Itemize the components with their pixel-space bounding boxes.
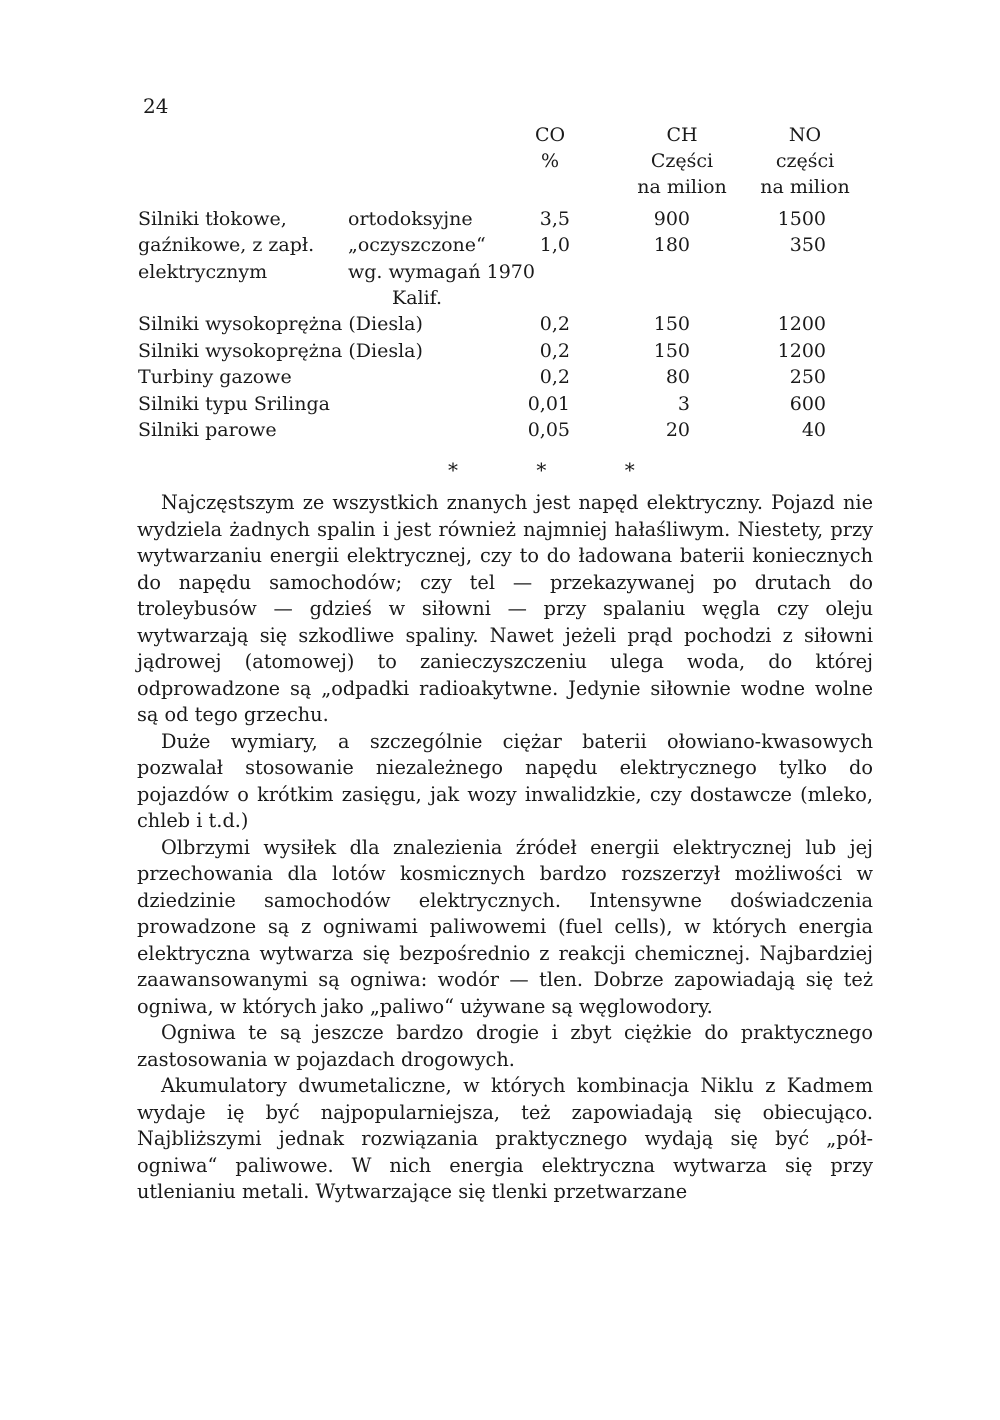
ch-value: 150	[653, 313, 690, 335]
co-value: 0,01	[527, 393, 570, 415]
row-sublabel: Kalif.	[392, 287, 443, 309]
co-value: 0,05	[527, 419, 570, 441]
table-row	[0, 232, 1000, 258]
no-value: 600	[789, 393, 826, 415]
row-label: Silniki parowe	[138, 419, 277, 441]
ch-value: 180	[653, 234, 690, 256]
header-co	[510, 122, 590, 174]
row-label: gaźnikowe, z zapł.	[138, 234, 315, 256]
no-value: 1500	[777, 208, 826, 230]
paragraph: Ogniwa te są jeszcze bardzo drogie i zbyt ciężkie do praktycznego zastosowania w pojazdach drogowych.	[137, 1021, 873, 1071]
header-no-line: na milion	[760, 176, 850, 198]
header-ch-line: CH	[666, 124, 698, 146]
header-no-line: NO	[788, 124, 822, 146]
co-value: 1,0	[539, 234, 570, 256]
header-no	[745, 122, 865, 200]
ch-value: 80	[665, 366, 690, 388]
ch-value: 150	[653, 340, 690, 362]
page-number: 24	[143, 94, 169, 118]
row-sublabel: „oczyszczone“	[348, 234, 486, 256]
table-row	[0, 311, 1000, 337]
body-text	[137, 490, 873, 1206]
row-sublabel: ortodoksyjne	[348, 208, 473, 230]
ch-value: 20	[665, 419, 690, 441]
table-row	[0, 206, 1000, 232]
paragraph: Olbrzymi wysiłek dla znalezienia źródeł energii elektrycznej lub jej przechowania dla lotów kosmicznych bardzo rozszerzył możliwości w dziedzinie samochodów elektrycznych. Intensywne doświadczenia prowadzone są z ogniwami paliwowemi (fuel cells), w których energia elektryczna wytwarza się bezpośrednio z reakcji chemicznej. Najbardziej zaawansowanymi są ogniwa: wodór — tlen. Dobrze zapowiadają się też ogniwa, w których jako „paliwo“ używane są węglowodory.	[137, 835, 873, 1018]
paragraph: Duże wymiary, a szczególnie ciężar baterii ołowiano-kwasowych pozwalał stosowanie niezależnego napędu elektrycznego tylko do pojazdów o krótkim zasięgu, jak wozy inwalidzkie, czy dostawcze (mleko, chleb i t.d.)	[137, 729, 873, 832]
no-value: 250	[789, 366, 826, 388]
no-value: 1200	[777, 340, 826, 362]
ch-value: 3	[677, 393, 690, 415]
header-ch-line: Części	[650, 150, 714, 172]
table-row	[0, 259, 1000, 285]
co-value: 0,2	[539, 340, 570, 362]
co-value: 0,2	[539, 366, 570, 388]
table-row	[0, 364, 1000, 390]
paragraph: Akumulatory dwumetaliczne, w których kombinacja Niklu z Kadmem wydaje ię być najpopularniejsza, też zapowiadają się obiecująco. Najbliższymi jednak rozwiązania praktycznego wydają się być „pół-ogniwa“ paliwowe. W nich energia elektryczna wytwarza się przy utlenianiu metali. Wytwarzające się tlenki przetwarzane	[137, 1074, 873, 1203]
row-label: elektrycznym	[138, 261, 268, 283]
row-label: Silniki typu Srilinga	[138, 393, 330, 415]
header-co-line: %	[540, 150, 560, 172]
table-row	[0, 285, 1000, 311]
no-value: 350	[789, 234, 826, 256]
row-label: Silniki wysokoprężna (Diesla)	[138, 313, 423, 335]
row-label: Silniki wysokoprężna (Diesla)	[138, 340, 423, 362]
row-label: Silniki tłokowe,	[138, 208, 287, 230]
header-no-line: części	[775, 150, 835, 172]
table-row	[0, 338, 1000, 364]
co-value: 0,2	[539, 313, 570, 335]
no-value: 40	[801, 419, 826, 441]
no-value: 1200	[777, 313, 826, 335]
header-ch-line: na milion	[637, 176, 727, 198]
row-sublabel: wg. wymagań 1970	[348, 261, 535, 283]
section-separator: * * *	[448, 458, 671, 482]
header-ch	[622, 122, 742, 200]
header-co-line: CO	[534, 124, 566, 146]
table-row	[0, 391, 1000, 417]
paragraph: Najczęstszym ze wszystkich znanych jest napęd elektryczny. Pojazd nie wydziela żadnych spalin i jest również najmniej hałaśliwym. Niestety, przy wytwarzaniu energii elektrycznej, czy to do ładowana baterii koniecznych do napędu samochodów; czy tel — przekazywanej po drutach do troleybusów — gdzieś w siłowni — przy spalaniu węgla czy oleju wytwarzają się szkodliwe spaliny. Nawet jeżeli prąd pochodzi z siłowni jądrowej (atomowej) to zanieczyszczeniu ulega woda, do której odprowadzone są „odpadki radioakytwne. Jedynie siłownie wodne wolne są od tego grzechu.	[137, 491, 873, 726]
row-label: Turbiny gazowe	[138, 366, 292, 388]
ch-value: 900	[653, 208, 690, 230]
table-row	[0, 417, 1000, 443]
co-value: 3,5	[539, 208, 570, 230]
